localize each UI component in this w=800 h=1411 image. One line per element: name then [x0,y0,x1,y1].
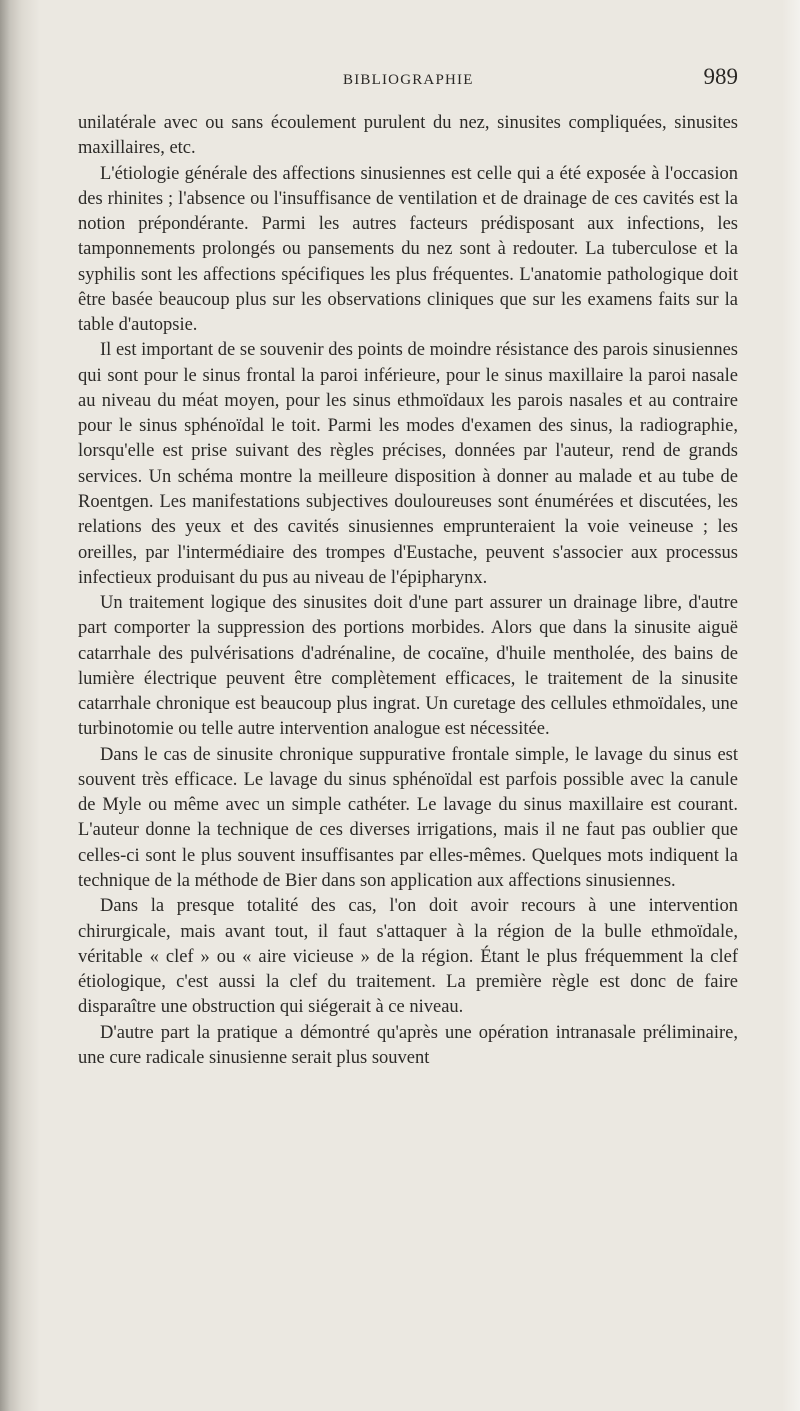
page-header [78,64,738,96]
paragraph: Il est important de se souvenir des points de moindre résistance des parois sinusiennes qui sont pour le sinus frontal la paroi inférieure, pour le sinus maxillaire la paroi nasale au niveau du méat moyen, pour les sinus ethmoïdaux les parois nasales et au contraire pour le sinus sphénoïdal le toit. Parmi les modes d'examen des sinus, la radiographie, lorsqu'elle est prise suivant des règles précises, données par l'auteur, rend de grands services. Un schéma montre la meilleure disposition à donner au malade et au tube de Roentgen. Les manifestations subjectives douloureuses sont énumérées et discutées, les relations des yeux et des cavités sinusiennes emprunteraient la voie veineuse ; les oreilles, par l'intermédiaire des trompes d'Eustache, peuvent s'associer aux processus infectieux produisant du pus au niveau de l'épipharynx. [78,340,738,588]
paragraph: D'autre part la pratique a démontré qu'après une opération intranasale préliminaire, une cure radicale sinusienne serait plus souvent [78,1022,738,1068]
paragraph: L'étiologie générale des affections sinusiennes est celle qui a été exposée à l'occasion des rhinites ; l'absence ou l'insuffisance de ventilation et de drainage de ces cavités est la notion prépondérante. Parmi les autres facteurs prédisposant aux infections, les tamponnements prolongés ou pansements du nez sont à redouter. La tuberculose et la syphilis sont les affections spécifiques les plus fréquentes. L'anatomie pathologique doit être basée beaucoup plus sur les observations cliniques que sur les examens faits sur la table d'autopsie. [78,163,738,336]
page-number: 989 [703,64,738,89]
paragraph: Dans le cas de sinusite chronique suppurative frontale simple, le lavage du sinus est souvent très efficace. Le lavage du sinus sphénoïdal est parfois possible avec la canule de Myle ou même avec un simple cathéter. Le lavage du sinus maxillaire est courant. L'auteur donne la technique de ces diverses irrigations, mais il ne faut pas oublier que celles-ci sont le plus souvent insuffisantes par elles-mêmes. Quelques mots indiquent la technique de la méthode de Bier dans son application aux affections sinusiennes. [78,744,738,891]
paragraph: Dans la presque totalité des cas, l'on doit avoir recours à une intervention chirurgicale, mais avant tout, il faut s'attaquer à la région de la bulle ethmoïdale, véritable « clef » ou « aire vicieuse » de la région. Étant le plus fréquemment la clef étiologique, c'est aussi la clef du traitement. La première règle est donc de faire disparaître une obstruction qui siégerait à ce niveau. [78,896,738,1018]
book-spine-shadow [0,0,40,1411]
body-text [78,111,738,1071]
paragraph: unilatérale avec ou sans écoulement purulent du nez, sinusites compliquées, sinusites maxillaires, etc. [78,113,738,159]
page-edge [782,0,800,1411]
paragraph: Un traitement logique des sinusites doit d'une part assurer un drainage libre, d'autre part comporter la suppression des portions morbides. Alors que dans la sinusite aiguë catarrhale des pulvérisations d'adrénaline, de cocaïne, d'huile mentholée, des bains de lumière électrique peuvent être complètement efficaces, le traitement de la sinusite catarrhale chronique est beaucoup plus ingrat. Un curetage des cellules ethmoïdales, une turbinotomie ou telle autre intervention analogue est nécessitée. [78,593,738,740]
running-title: BIBLIOGRAPHIE [343,72,474,88]
